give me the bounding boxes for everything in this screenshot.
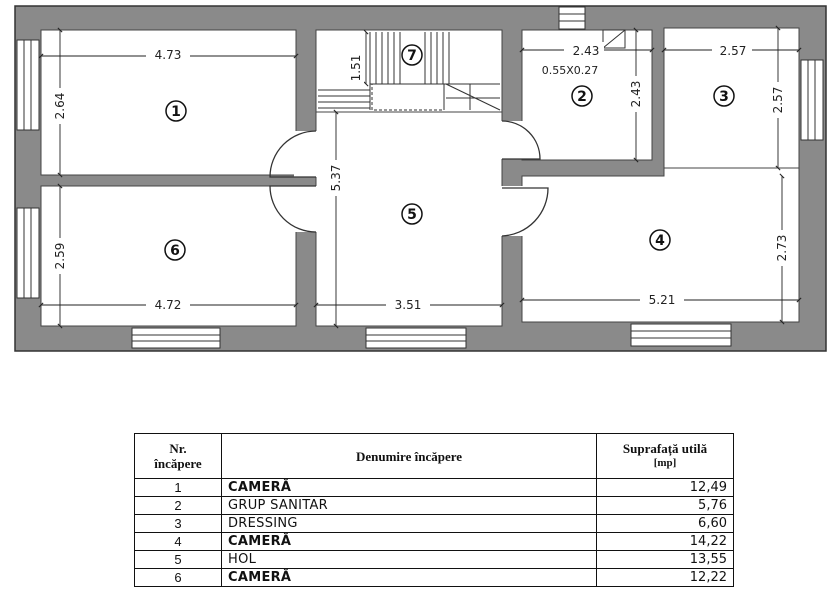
room-4-number: 4 [655,233,665,249]
dim-room4-width: 5.21 [648,293,676,307]
row-room-name: GRUP SANITAR [222,497,597,515]
row-room-area: 14,22 [597,533,734,551]
room-7-area [316,30,502,114]
dim-room1-height: 2.64 [53,92,67,120]
window-bottom-2 [366,328,466,348]
row-number: 5 [135,551,222,569]
dim-room2-width: 2.43 [572,44,600,58]
dim-room3-width: 2.57 [719,44,747,58]
table-row [135,479,734,497]
table-row [135,533,734,551]
table-header-row [135,434,734,479]
row-room-name: CAMERĂ [222,569,597,587]
row-room-name: CAMERĂ [222,479,597,497]
dim-room3-height: 2.57 [771,86,785,114]
room-7-number: 7 [407,48,417,64]
window-bottom-3 [631,324,731,346]
dim-shaft-size: 0.55X0.27 [541,64,599,77]
header-usable-area: Suprafață utilă [mp] [597,434,734,479]
room-2-number: 2 [577,89,587,105]
dim-room6-width: 4.72 [154,298,182,312]
dim-hall-height: 5.37 [329,164,343,192]
row-room-area: 12,49 [597,479,734,497]
window-right-top [801,60,823,140]
row-number: 3 [135,515,222,533]
dim-room2-height: 2.43 [629,80,643,108]
window-top-small [559,7,585,29]
dim-room4-height: 2.73 [775,234,789,262]
table-row [135,569,734,587]
window-left-top [17,40,39,130]
header-room-number: Nr. încăpere [135,434,222,479]
row-room-name: HOL [222,551,597,569]
table-row [135,497,734,515]
room-6-number: 6 [170,243,180,259]
room-5-number: 5 [407,207,417,223]
row-room-area: 12,22 [597,569,734,587]
room-area-table [134,433,734,587]
row-room-area: 13,55 [597,551,734,569]
room-1-number: 1 [171,104,181,120]
row-number: 4 [135,533,222,551]
row-number: 2 [135,497,222,515]
row-room-area: 6,60 [597,515,734,533]
dim-hall-width: 3.51 [394,298,422,312]
header-area-unit: [mp] [653,457,677,469]
window-bottom-1 [132,328,220,348]
table-row [135,515,734,533]
dim-room6-height: 2.59 [53,242,67,270]
dim-stair-height: 1.51 [349,54,363,82]
row-number: 6 [135,569,222,587]
row-room-name: CAMERĂ [222,533,597,551]
room-3-number: 3 [719,89,729,105]
window-left-bottom [17,208,39,298]
row-room-area: 5,76 [597,497,734,515]
table-row [135,551,734,569]
row-number: 1 [135,479,222,497]
header-room-name: Denumire încăpere [222,434,597,479]
dim-room1-width: 4.73 [154,48,182,62]
row-room-name: DRESSING [222,515,597,533]
